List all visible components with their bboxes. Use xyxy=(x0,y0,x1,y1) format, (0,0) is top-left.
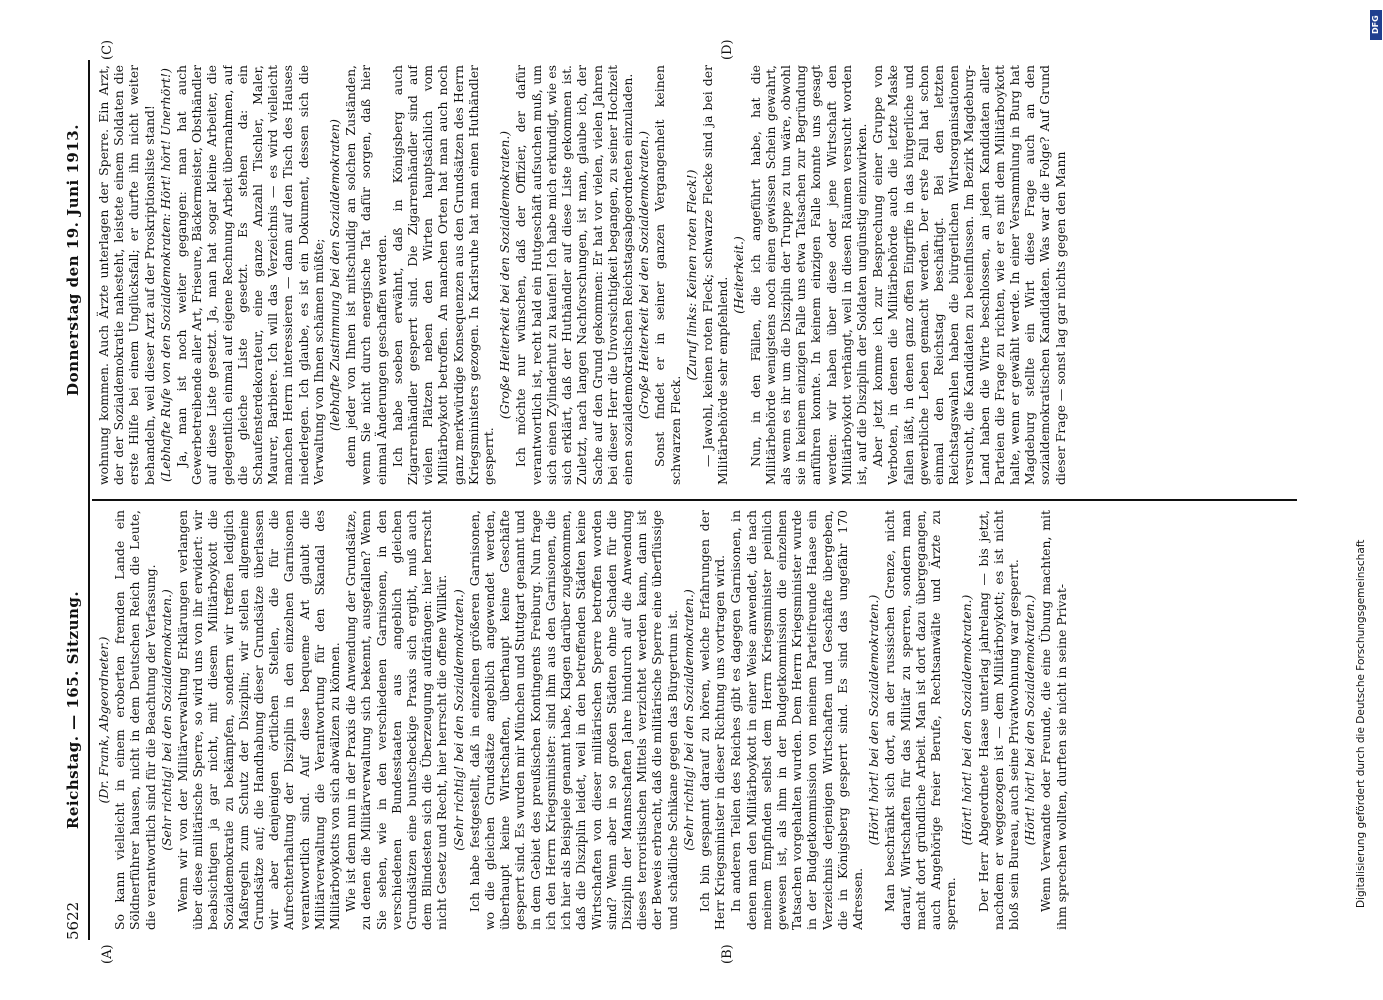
header-right-title: Donnerstag den 19. Juni 1913. xyxy=(64,124,82,396)
paragraph: Ich habe soeben erwähnt, daß in Königsberg auch Zigarrenhändler gesperrt sind. Die Zigarrenhändler sind auf vielen Plätzen neben den Wirten hauptsächlich vom Militärboykott betroffen. An manchen Orten hat man auch noch ganz merkwürdige Konsequenzen aus den Grundsätzen des Herrn Kriegsministers gezogen. In Karlsruhe hat man einen Huthändler gesperrt. xyxy=(389,65,497,485)
interjection: (Zuruf links: Keinen roten Fleck!) xyxy=(683,169,699,381)
paragraph: denn jeder von Ihnen ist mitschuldig an solchen Zuständen, wenn Sie nicht durch energische Tat dafür sorgen, daß hier einmal Änderungen geschaffen werden. xyxy=(343,65,389,485)
paragraph: wohnung kommen. Auch Ärzte unterlagen der Sperre. Ein Arzt, der der Sozialdemokratie nahesteht, leistete einem Soldaten die erste Hilfe bei einem Unglücksfall; er durfte ihn nicht weiter behandeln, weil dieser Arzt auf der Proskriptionsliste stand! xyxy=(96,65,157,485)
margin-marker-d: (D) xyxy=(720,39,735,60)
paragraph: Ich bin gespannt darauf zu hören, welche Erfahrungen der Herr Kriegsminister in dieser Richtung uns vortragen wird. xyxy=(696,510,728,930)
interjection: (Hört! hört! bei den Sozialdemokraten.) xyxy=(866,594,882,846)
dfg-logo xyxy=(1370,10,1382,40)
interjection: (Große Heiterkeit bei den Sozialdemokraten.) xyxy=(497,130,513,420)
column-rule xyxy=(92,499,1297,501)
side-note xyxy=(1345,8,1381,992)
left-column xyxy=(96,510,1296,930)
paragraph: In anderen Teilen des Reiches gibt es dagegen Garnisonen, in denen man den Militärboykott in einer Weise anwendet, die nach meinem Empfinden selbst dem Herrn Kriegsminister peinlich gewesen ist, als ihm in der Budgetkommission die einzelnen Tatsachen vorgehalten wurden. Dem Herrn Kriegsminister wurde in der Budgetkommission von meinem Parteifreunde Haase ein Verzeichnis derjenigen Wirtschaften und Geschäfte übergeben, die in Königsberg gesperrt sind. Es sind das ungefähr 170 Adressen. xyxy=(728,510,865,930)
paragraph: Der Herr Abgeordnete Haase unterlag jahrelang — bis jetzt, nachdem er weggezogen ist — dem Militärboykott; es ist nicht bloß sein Bureau, auch seine Privatwohnung war gesperrt. xyxy=(975,510,1021,930)
paragraph: Nun, in den Fällen, die ich angeführt habe, hat die Militärbehörde wenigstens noch einen gewissen Schein gewahrt, als wenn es ihr um die Disziplin der Truppe zu tun wäre, obwohl sie in keinem einzigen Falle uns etwa Tatsachen zur Begründung anführen konnte. In keinem einzigen Falle konnte uns gesagt werden: wir haben über diese oder jene Wirtschaft den Militärboykott verhängt, weil in diesen Räumen versucht worden ist, auf die Disziplin der Soldaten ungünstig einzuwirken. xyxy=(747,65,869,485)
paragraph: Wenn wir von der Militärverwaltung Erklärungen verlangen über diese militärische Sperre, so wird uns von ihr erwidert: wir beabsichtigen ja gar nicht, mit diesem Militärboykott die Sozialdemokratie zu bekämpfen, sondern wir treffen lediglich Maßregeln zum Schutz der Disziplin; wir stellen allgemeine Grundsätze auf; die Handhabung dieser Grundsätze überlassen wir aber denjenigen örtlichen Stellen, die für die Aufrechterhaltung der Disziplin in den einzelnen Garnisonen verantwortlich sind. Auf diese bequeme Art glaubt die Militärverwaltung die Verantwortung für den Skandal des Militärboykotts von sich abwälzen zu können. xyxy=(175,510,343,930)
interjection: (Lebhafte Rufe von den Sozialdemokraten: Hört! hört! Unerhört!) xyxy=(157,68,173,482)
margin-marker-c: (C) xyxy=(100,39,115,60)
margin-marker-b: (B) xyxy=(720,944,735,964)
header-rule xyxy=(88,60,90,940)
paragraph: Aber jetzt komme ich zur Besprechung einer Gruppe von Verboten, in denen die Militärbehörde auch die letzte Maske fallen läßt, in denen ganz offen Eingriffe in das bürgerliche und gewerbliche Leben gemacht werden. Der erste Fall hat schon einmal den Reichstag beschäftigt. Bei den letzten Reichstagswahlen haben die bürgerlichen Wirtsorganisationen versucht, die Kandidaten zu beeinflussen. Im Bezirk Magdeburg-Land haben die Wirte beschlossen, an jeden Kandidaten aller Parteien die Frage zu richten, wie er es mit dem Militärboykott halte, wenn er gewählt werde. In einer Versammlung in Burg hat Magdeburg stellte ein Wirt diese Frage auch an den sozialdemokratischen Kandidaten. Was war die Folge? Auf Grund dieser Frage — sonst lag gar nichts gegen den Mann xyxy=(870,65,1068,485)
interjection: (Dr. Frank, Abgeordneter.) xyxy=(96,636,111,804)
page-header xyxy=(60,60,88,940)
interjection: (Sehr richtig! bei den Sozialdemokraten.) xyxy=(680,589,696,851)
header-left-title: Reichstag. — 165. Sitzung. xyxy=(64,590,82,830)
right-column xyxy=(96,65,1296,485)
margin-marker-a: (A) xyxy=(100,944,115,964)
paragraph: Wie ist denn nun in der Praxis die Anwendung der Grundsätze, zu denen die Militärverwaltung sich bekennt, ausgefallen? Wenn Sie sehen, wie in den verschiedenen Garnisonen, in den verschiedenen Bundesstaaten aus angeblich gleichen Grundsätzen eine buntscheckige Praxis sich ergibt, muß auch dem Blindesten sich die Überzeugung aufdrängen: hier herrscht nicht Gesetz und Recht, hier herrscht die offene Willkür. xyxy=(343,510,450,930)
interjection: (Große Heiterkeit bei den Sozialdemokraten.) xyxy=(636,130,652,420)
paragraph: So kann vielleicht in einem eroberten fremden Lande ein Söldnerführer hausen, nicht in dem Deutschen Reich die Leute, die verantwortlich sind für die Beachtung der Verfassung. xyxy=(112,510,158,930)
interjection: (Heiterkeit.) xyxy=(731,236,747,314)
funding-note: Digitalisierung gefördert durch die Deutsche Forschungsgemeinschaft xyxy=(1355,539,1367,908)
paragraph: Ja, man ist noch weiter gegangen: man hat auch Gewerbetreibende aller Art, Friseure, Bäckermeister, Obsthändler auf diese Liste gesetzt. Ja, man hat sogar kleine Arbeiter, die gelegentlich einmal auf eigene Rechnung Arbeit übernahmen, auf die gleiche Liste gesetzt. Es stehen da: ein Schaufensterdekorateur, eine ganze Anzahl Tischler, Maler, Maurer, Barbiere. Ich will das Verzeichnis — es wird vielleicht manchen Herrn interessieren — dann auf den Tisch des Hauses niederlegen. Ich glaube, es ist ein Dokument, dessen sich die Verwaltung von Ihnen schämen müßte; xyxy=(174,65,326,485)
interjection: (Hört! hört! bei den Sozialdemokraten.) xyxy=(959,594,975,846)
interjection: (Sehr richtig! bei den Sozialdemokraten.) xyxy=(450,589,466,851)
paragraph: — Jawohl, keinen roten Fleck; schwarze Flecke sind ja bei der Militärbehörde sehr empfehlend. xyxy=(699,65,731,485)
interjection: (lebhafte Zustimmung bei den Sozialdemokraten) xyxy=(327,118,343,432)
interjection: (Hört! hört! bei den Sozialdemokraten.) xyxy=(1022,594,1038,846)
page-number: 5622 xyxy=(64,901,82,940)
paragraph: Wenn Verwandte oder Freunde, die eine Übung machten, mit ihm sprechen wollten, durften sie nicht in seine Privat- xyxy=(1038,510,1069,930)
dfg-logo-text: DFG xyxy=(1371,15,1380,34)
paragraph: Ich habe festgestellt, daß in einzelnen größeren Garnisonen, wo die gleichen Grundsätze angeblich angewendet werden, überhaupt keine Wirtschaften, überhaupt keine Geschäfte gesperrt sind. Es wurden mir München und Stuttgart genannt und in dem Gebiet des preußischen Kontingents Freiburg. Nun frage ich den Herrn Kriegsminister: sind ihm aus den Garnisonen, die ich hier als Beispiele genannt habe, Klagen darüber zugekommen, daß die Disziplin leidet, weil in den betreffenden Städten keine Wirtschaften von dieser militärischen Sperre betroffen worden sind? Wenn aber in so großen Städten ohne Schaden für die Disziplin der Mannschaften Jahre hindurch auf die Anwendung dieses terroristischen Mittels verzichtet werden kann, dann ist der Beweis erbracht, daß die militärische Sperre eine überflüssige und schädliche Schikane gegen das Bürgertum ist. xyxy=(466,510,680,930)
interjection: (Sehr richtig! bei den Sozialdemokraten.) xyxy=(158,589,174,851)
paragraph: Man beschränkt sich dort, an der russischen Grenze, nicht darauf, Wirtschaften für das Militär zu sperren, sondern man macht dort gründliche Arbeit. Man ist dort dazu übergegangen, auch Angehörige freier Berufe, Rechtsanwälte und Ärzte zu sperren. xyxy=(882,510,959,930)
paragraph: Sonst findet er in seiner ganzen Vergangenheit keinen schwarzen Fleck. xyxy=(652,65,683,485)
paragraph: Ich möchte nur wünschen, daß der Offizier, der dafür verantwortlich ist, recht bald ein Hutgeschäft aufsuchen muß, um sich einen Zylinderhut zu kaufen! Ich habe mich erkundigt, wie es sich erklärt, daß der Huthändler auf diese Liste gekommen ist. Zuletzt, nach langen Nachforschungen, ist man, glaube ich, der Sache auf den Grund gekommen: Er hat vor vielen, vielen Jahren bei dieser Herr die Unvorsichtigkeit begangen, zu seiner Hochzeit einen sozialdemokratischen Reichstagsabgeordneten einzuladen. xyxy=(513,65,635,485)
